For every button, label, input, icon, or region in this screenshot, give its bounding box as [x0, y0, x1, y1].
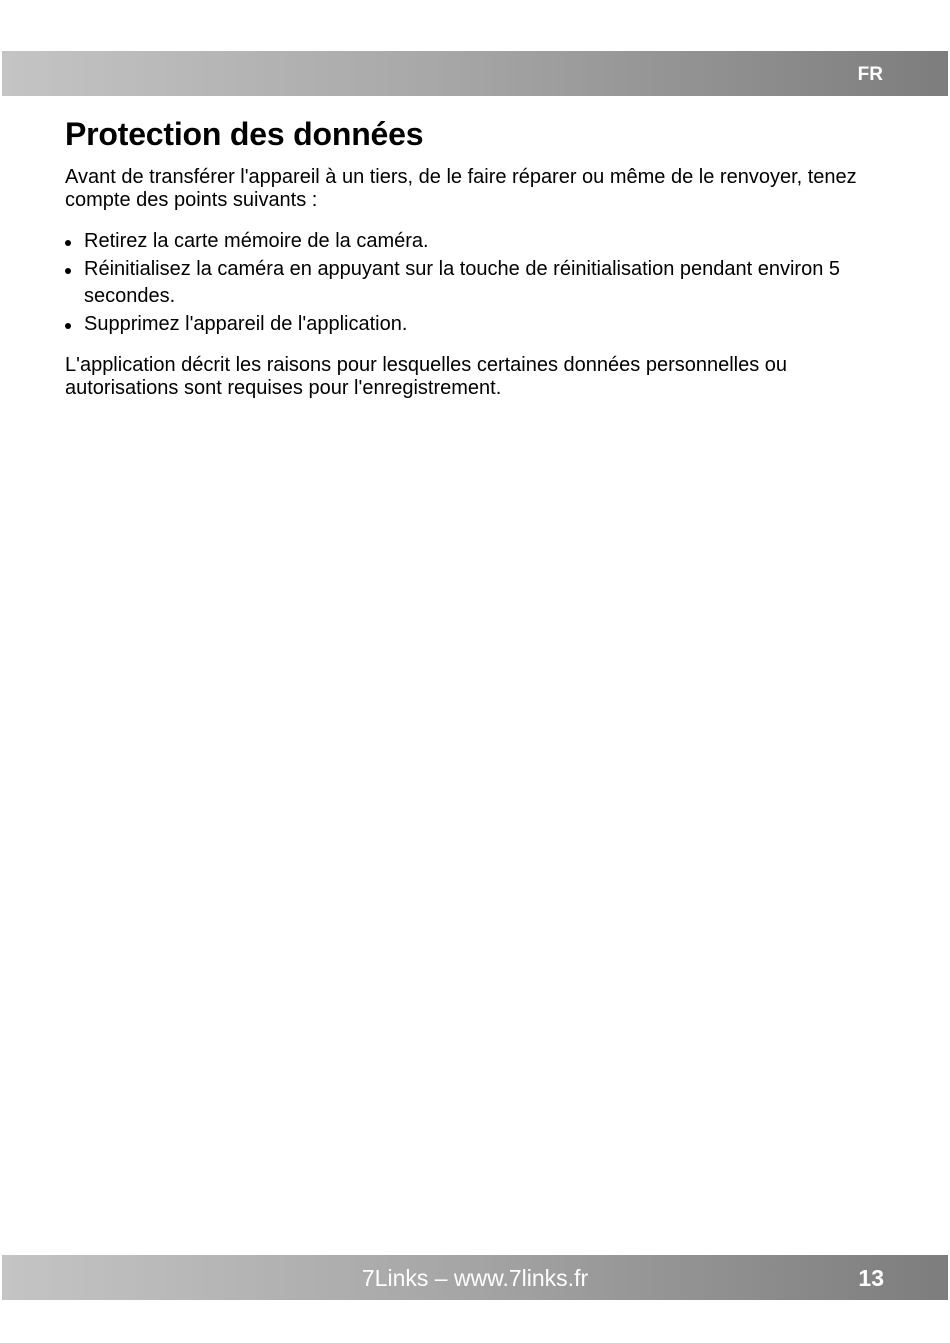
header-bar [2, 51, 948, 96]
outro-paragraph: L'application décrit les raisons pour lesquelles certaines données personnelles ou autorisations sont requises pour l'enregistrement. [65, 354, 788, 399]
bullet-icon [65, 240, 71, 246]
list-item-text: Supprimez l'appareil de l'application. [84, 312, 408, 335]
page-title: Protection des données [65, 116, 424, 152]
list-item-text: Retirez la carte mémoire de la caméra. [84, 230, 429, 252]
bullet-list [65, 228, 885, 338]
bullet-icon [65, 323, 71, 329]
list-item [65, 256, 885, 311]
footer-text: 7Links – www.7links.fr [361, 1265, 589, 1291]
list-item-text: Réinitialisez la caméra en appuyant sur la touche de réinitialisation pendant environ 5 secondes. [84, 257, 841, 307]
footer-bar [2, 1255, 948, 1300]
bullet-icon [65, 268, 71, 274]
intro-paragraph: Avant de transférer l'appareil à un tiers, de le faire réparer ou même de le renvoyer, tenez compte des points suivants : [65, 166, 857, 211]
page-number: 13 [858, 1265, 884, 1291]
list-item [65, 228, 885, 256]
list-item [65, 311, 885, 339]
page-content [65, 112, 885, 400]
language-label: FR [857, 64, 883, 85]
